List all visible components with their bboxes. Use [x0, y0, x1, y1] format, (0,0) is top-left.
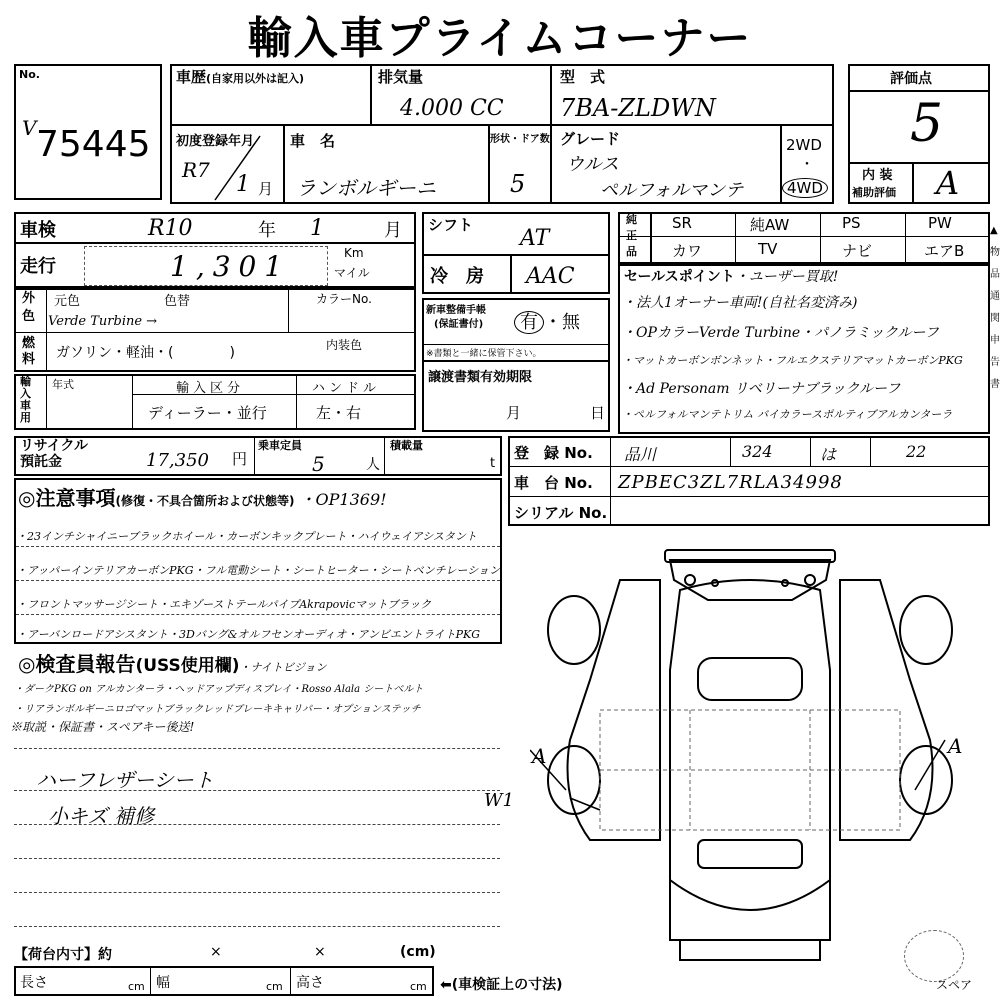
width-unit: cm	[266, 980, 283, 993]
sales-line-2: ・OPカラーVerde Turbine・パノラミックルーフ	[622, 325, 939, 341]
cargo-cm: (cm)	[400, 944, 436, 960]
equip-aw: 純AW	[750, 216, 790, 234]
month-unit: 月	[258, 180, 274, 198]
inspector-line-1: ・ダークPKG on アルカンターラ・ヘッドアップディスプレイ・Rosso Alala シートベルト	[14, 684, 424, 695]
year-unit: 年	[258, 220, 276, 241]
interior-eval-label-1: 内 装	[862, 168, 893, 183]
shift-label: シフト	[428, 216, 474, 234]
equip-tv: TV	[758, 240, 778, 258]
model-label: 型 式	[560, 68, 606, 86]
notes-line-4: ・アーバンロードアシスタント・3Dバング&オルフセンオーディオ・アンビエントライトPKG	[16, 628, 481, 641]
shaken-month: 1	[310, 216, 324, 241]
car-name-label: 車 名	[290, 132, 336, 150]
interior-eval-label-2: 補助評価	[852, 186, 896, 199]
lot-number: 75445	[36, 124, 151, 165]
spare-label: スペア	[936, 978, 973, 992]
drive-dot: ・	[800, 157, 814, 173]
import-label: 輸入車用	[20, 375, 31, 424]
mileage-label: 走行	[20, 256, 56, 277]
interior-eval-value: A	[936, 164, 960, 202]
shaken-label: 車検	[20, 220, 56, 241]
first-reg-slash	[170, 126, 290, 206]
interior-color-label: 内装色	[326, 338, 363, 352]
genuine-label: 純 正 品	[626, 213, 637, 258]
certificate-note: ⬅(車検証上の寸法)	[440, 977, 563, 993]
evaluation-score: 5	[910, 94, 944, 154]
equip-leather: カワ	[672, 242, 703, 260]
diagram-mark-left: A	[532, 744, 547, 768]
grade-value-1: ウルス	[566, 154, 619, 175]
chassis-label: 車 台 No.	[514, 474, 593, 492]
shaken-month-unit: 月	[384, 220, 402, 241]
spare-circle	[904, 930, 964, 982]
mileage-value: 1,301	[170, 250, 291, 283]
registration-area: 品川	[624, 445, 657, 464]
notes-heading: ◎注意事項(修復・不具合箇所および状態等) ・OP1369!	[18, 486, 387, 510]
inspector-line-2: ・リアランボルギーニロゴマットブラックレッドブレーキキャリパー・オプションステッチ	[14, 704, 421, 715]
cargo-x-2: ×	[314, 944, 326, 960]
sales-line-4: ・Ad Personam リベリーナブラックルーフ	[622, 381, 901, 397]
sales-line-1: ・法人1オーナー車両!(自社名変済み)	[622, 295, 858, 311]
sales-points-label: セールスポイント・ユーザー買取!	[624, 269, 839, 285]
lot-number-box	[14, 64, 162, 200]
equip-pw: PW	[928, 214, 952, 232]
side-text: ▲物品通関申告書	[990, 225, 1000, 390]
registration-number: 22	[906, 442, 927, 461]
lot-prefix: V	[22, 116, 37, 140]
import-type-value: ディーラー・並行	[148, 404, 267, 422]
load-unit: t	[490, 456, 496, 471]
inspector-heading: ◎検査員報告(USS使用欄)・ナイトビジョン	[18, 652, 327, 676]
maint-yes: 有	[514, 311, 544, 334]
evaluation-label: 評価点	[890, 71, 932, 87]
notes-line-3: ・フロントマッサージシート・エキゾーストテールパイプAkrapovicマットブラック	[16, 598, 432, 611]
width-label: 幅	[156, 975, 170, 991]
equip-navi: ナビ	[842, 242, 873, 260]
year-type-label: 年式	[52, 378, 74, 391]
maint-no: 無	[562, 312, 580, 333]
sales-line-3: ・マットカーボンボンネット・フルエクステリアマットカーボンPKG	[622, 354, 963, 367]
first-registration-label: 初度登録年月	[176, 134, 255, 149]
equip-sr: SR	[672, 214, 692, 232]
sales-line-5: ・ペルフォルマンテトリム バイカラースポルティブアルカンターラ	[622, 408, 953, 421]
page-title: 輸入車プライムコーナー	[247, 13, 753, 64]
chassis-value: ZPBEC3ZL7RLA34998	[618, 472, 843, 493]
displacement-label: 排気量	[378, 68, 424, 86]
diagram-mark-right: A	[948, 734, 963, 758]
serial-label: シリアル No.	[514, 504, 608, 522]
car-diagram	[530, 540, 970, 970]
handle-label: ハンドル	[312, 381, 381, 396]
maintenance-label: 新車整備手帳 (保証書付)	[426, 305, 486, 330]
no-label: No.	[19, 68, 40, 81]
color-no-label: カラーNo.	[316, 292, 372, 306]
mile-label: マイル	[334, 266, 370, 280]
grade-label: グレード	[560, 130, 621, 148]
notes-line-1: ・23インチシャイニーブラックホイール・カーボンキックプレート・ハイウェイアシスタント	[16, 530, 477, 543]
history-note: (自家用以外は記入)	[206, 72, 305, 85]
doors-value: 5	[510, 170, 526, 198]
registration-kana: は	[820, 445, 837, 464]
recycle-value: 17,350	[146, 450, 209, 471]
notes-line-2: ・アッパーインテリアカーボンPKG・フル電動シート・シートヒーター・シートベンチレーション	[16, 564, 500, 577]
first-registration-month: 1	[236, 172, 250, 197]
km-label: Km	[344, 246, 364, 260]
maintenance-value: 有 ・無	[514, 308, 580, 334]
color-value: Verde Turbine →	[48, 314, 158, 329]
length-label: 長さ	[20, 975, 48, 991]
equip-ps: PS	[842, 214, 861, 232]
inspector-hand-1: ハーフレザーシート	[36, 768, 214, 792]
cargo-x-1: ×	[210, 944, 222, 960]
person-unit: 人	[366, 457, 380, 473]
first-registration-year: R7	[182, 158, 210, 182]
ac-value: AAC	[526, 264, 575, 289]
capacity-label: 乗車定員	[258, 439, 302, 452]
dimension-table	[14, 966, 434, 996]
recycle-label: リサイクル 預託金	[20, 438, 89, 470]
fuel-label: 燃 料	[22, 336, 36, 367]
diagram-mark-w1: W1	[484, 790, 514, 811]
height-label: 高さ	[296, 975, 324, 991]
inspector-hand-2: 小キズ 補修	[48, 804, 154, 828]
drive-2wd: 2WD	[786, 136, 822, 154]
equip-airbag: エアB	[924, 242, 965, 260]
ac-label: 冷 房	[430, 266, 484, 287]
shift-value: AT	[520, 226, 550, 251]
import-type-label: 輸入区分	[176, 381, 245, 396]
registration-label: 登 録 No.	[514, 444, 593, 462]
fuel-options: ガソリン・軽油・( )	[56, 345, 235, 361]
length-unit: cm	[128, 980, 145, 993]
maintenance-note: ※書類と一緒に保管下さい。	[426, 349, 542, 359]
repaint-label: 色替	[164, 294, 191, 309]
load-label: 積載量	[390, 439, 423, 452]
handle-value: 左・右	[316, 404, 362, 422]
original-color-label: 元色	[54, 294, 81, 309]
transfer-day: 日	[590, 404, 606, 422]
cargo-label: 【荷台内寸】約	[14, 947, 112, 963]
transfer-label: 譲渡書類有効期限	[428, 370, 533, 385]
grade-value-2: ペルフォルマンテ	[600, 180, 744, 201]
car-name-value: ランボルギーニ	[296, 176, 436, 200]
shaken-year: R10	[148, 216, 193, 241]
height-unit: cm	[410, 980, 427, 993]
capacity-value: 5	[312, 452, 325, 476]
inspector-line-3: ※取説・保証書・スペアキー後送!	[10, 720, 195, 734]
doors-label: 形状・ドア数	[490, 134, 550, 145]
history-label: 車歴(自家用以外は記入)	[176, 68, 305, 86]
transfer-month: 月	[506, 404, 522, 422]
registration-class: 324	[742, 442, 773, 461]
outer-color-label: 外 色	[22, 291, 36, 324]
displacement-value: 4.000 CC	[400, 96, 504, 121]
model-value: 7BA-ZLDWN	[560, 94, 716, 122]
drive-4wd: 4WD	[782, 178, 828, 198]
yen-unit: 円	[232, 450, 248, 468]
